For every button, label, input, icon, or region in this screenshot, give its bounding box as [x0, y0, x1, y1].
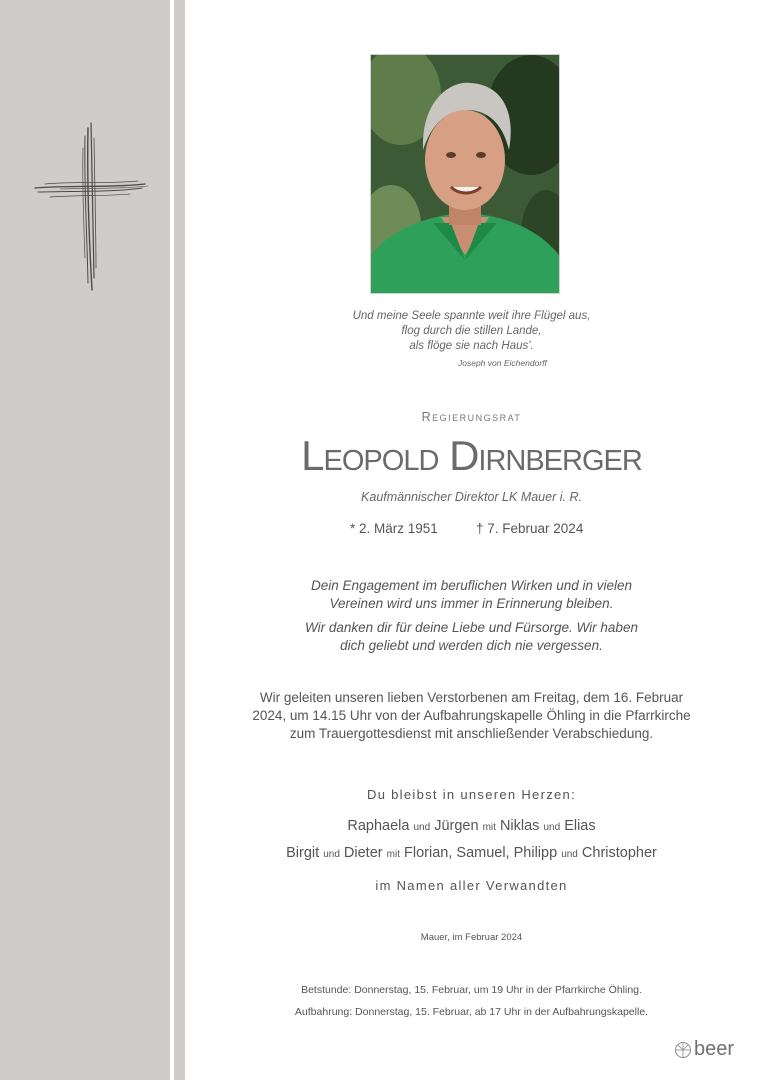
cross-icon: [30, 118, 150, 298]
mourners-heading: Du bleibst in unseren Herzen:: [367, 787, 576, 802]
family-name: Niklas: [499, 818, 540, 834]
tribute-line: Vereinen wird uns immer in Erinnerung bleiben.: [329, 596, 614, 611]
prayer-notice: Betstunde: Donnerstag, 15. Februar, um 19 Uhr in der Pfarrkirche Öhling.: [301, 984, 642, 996]
tribute-line: Dein Engagement im beruflichen Wirken und in vielen: [310, 578, 633, 593]
tribute-line: dich geliebt und werden dich nie vergessen.: [340, 638, 603, 653]
sidebar-stripe: [174, 0, 185, 1080]
family-name: Raphaela: [347, 818, 410, 834]
conjunction: und: [413, 822, 431, 833]
quote-author: Joseph von Eichendorff: [458, 358, 547, 368]
family-name: Birgit: [286, 845, 320, 861]
deceased-name: Leopold Dirnberger: [301, 432, 642, 479]
family-name: Jürgen: [434, 818, 479, 834]
logo-text: beer: [694, 1038, 735, 1060]
funeral-line: 2024, um 14.15 Uhr von der Aufbahrungskapelle Öhling in die Pfarrkirche: [252, 708, 691, 723]
funeral-announcement: [185, 689, 758, 743]
family-name: Florian, Samuel, Philipp: [404, 845, 558, 861]
deceased-position: Kaufmännischer Direktor LK Mauer i. R.: [361, 490, 582, 504]
family-line: [185, 818, 758, 834]
funeral-line: Wir geleiten unseren lieben Verstorbenen am Freitag, dem 16. Februar: [259, 690, 684, 705]
conjunction: und: [323, 849, 340, 860]
family-line: [185, 845, 758, 861]
tribute-line: Wir danken dir für deine Liebe und Fürsorge. Wir haben: [305, 620, 638, 635]
funeral-line: zum Trauergottesdienst mit anschließender Verabschiedung.: [289, 726, 654, 741]
family-name: Dieter: [343, 845, 383, 861]
title-prefix: Regierungsrat: [421, 410, 522, 424]
birth-date: * 2. März 1951: [350, 521, 438, 536]
memorial-quote: [185, 309, 758, 354]
death-date: † 7. Februar 2024: [476, 521, 584, 536]
relatives-note: im Namen aller Verwandten: [375, 878, 568, 893]
sidebar-panel: [0, 0, 170, 1080]
quote-line: flog durch die stillen Lande,: [401, 325, 542, 337]
place-date: Mauer, im Februar 2024: [420, 932, 523, 943]
quote-line: Und meine Seele spannte weit ihre Flügel aus,: [352, 310, 591, 322]
conjunction: mit: [482, 822, 496, 833]
viewing-notice: Aufbahrung: Donnerstag, 15. Februar, ab 17 Uhr in der Aufbahrungskapelle.: [294, 1006, 649, 1018]
family-name: Christopher: [581, 845, 657, 861]
quote-line: als flöge sie nach Haus'.: [409, 340, 534, 352]
portrait-photo: [370, 54, 560, 294]
conjunction: mit: [386, 849, 400, 860]
conjunction: und: [543, 822, 561, 833]
dandelion-icon: [674, 1041, 692, 1059]
funeral-home-logo: [674, 1038, 734, 1061]
conjunction: und: [561, 849, 578, 860]
family-name: Elias: [564, 818, 596, 834]
tribute-text: [185, 577, 758, 661]
